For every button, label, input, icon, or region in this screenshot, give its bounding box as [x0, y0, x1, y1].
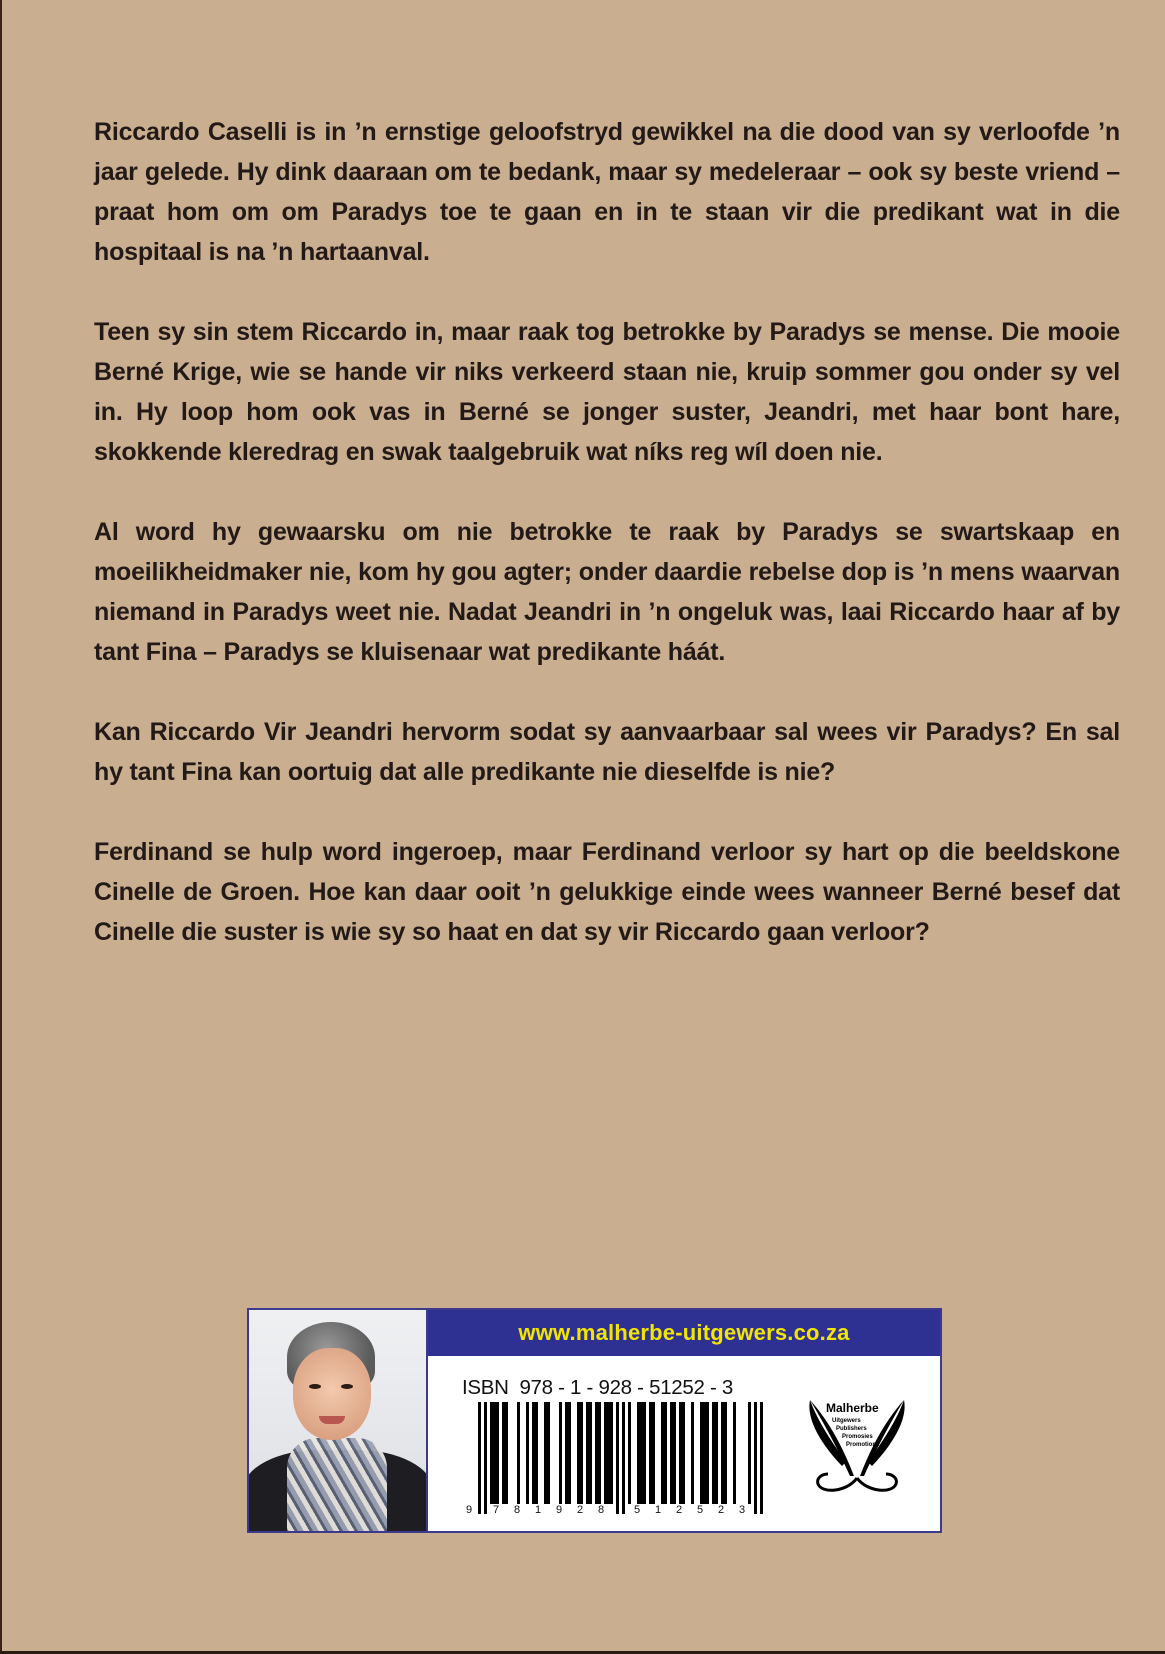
- logo-line-1: Uitgewers: [832, 1418, 861, 1424]
- svg-text:7: 7: [493, 1504, 500, 1514]
- blurb-paragraph-1: Riccardo Caselli is in ’n ernstige geloofstryd gewikkel na die dood van sy verloofde ’n jaar gelede. Hy dink daaraan om te bedank, maar sy medeleraar – ook sy beste vriend – praat hom om om Paradys toe te gaan en in te staan vir die predikant wat in die hospitaal is na ’n hartaanval.: [94, 118, 1120, 266]
- blurb-paragraph-3: Al word hy gewaarsku om nie betrokke te raak by Paradys se swartskaap en moeilikheidmaker nie, kom hy gou agter; onder daardie rebelse dop is ’n mens waarvan niemand in Paradys weet nie. Nadat Jeandri in ’n ongeluk was, laai Riccardo haar af by tant Fina – Paradys se kluisenaar wat predikante háát.: [94, 518, 1120, 666]
- svg-text:5: 5: [697, 1504, 704, 1514]
- barcode-icon: [466, 1402, 768, 1514]
- malherbe-logo: [792, 1390, 922, 1502]
- svg-text:2: 2: [577, 1504, 584, 1514]
- blurb-paragraph-5: Ferdinand se hulp word ingeroep, maar Ferdinand verloor sy hart op die beeldskone Cinelle de Groen. Hoe kan daar ooit ’n gelukkige einde wees wanneer Berné besef dat Cinelle die suster is wie sy so haat en dat sy vir Riccardo gaan verloor?: [94, 838, 1120, 946]
- isbn-label: ISBN 978 - 1 - 928 - 51252 - 3: [462, 1376, 734, 1399]
- isbn-barcode: [466, 1402, 768, 1514]
- svg-text:9: 9: [556, 1504, 563, 1514]
- svg-text:5: 5: [634, 1504, 641, 1514]
- logo-line-2: Publishers: [836, 1426, 867, 1432]
- blurb-paragraph-2: Teen sy sin stem Riccardo in, maar raak tog betrokke by Paradys se mense. Die mooie Berné Krige, wie se hande vir niks verkeerd staan nie, kruip sommer gou onder sy vel in. Hy loop hom ook vas in Berné se jonger suster, Jeandri, met haar bont hare, skokkende kleredrag en swak taalgebruik wat níks reg wíl doen nie.: [94, 318, 1120, 466]
- svg-text:8: 8: [514, 1504, 521, 1514]
- svg-text:1: 1: [535, 1504, 542, 1514]
- author-photo-eye: [309, 1384, 321, 1389]
- logo-line-4: Promotions: [846, 1442, 880, 1448]
- page-left-edge: [0, 0, 2, 1654]
- author-photo: [249, 1310, 428, 1531]
- svg-text:3: 3: [739, 1504, 746, 1514]
- publisher-panel: [247, 1308, 942, 1533]
- back-cover-blurb: [94, 112, 1120, 992]
- svg-text:2: 2: [676, 1504, 683, 1514]
- logo-line-3: Promosies: [842, 1434, 873, 1440]
- svg-text:8: 8: [598, 1504, 605, 1514]
- publisher-url[interactable]: www.malherbe-uitgewers.co.za: [428, 1310, 940, 1356]
- author-photo-eye: [341, 1384, 353, 1389]
- svg-text:1: 1: [655, 1504, 662, 1514]
- quill-feathers-icon: [792, 1390, 922, 1502]
- svg-text:2: 2: [718, 1504, 725, 1514]
- author-photo-face: [293, 1348, 371, 1440]
- logo-name: Malherbe: [826, 1401, 879, 1415]
- svg-text:9: 9: [466, 1504, 473, 1514]
- author-photo-scarf: [287, 1438, 387, 1531]
- author-photo-mouth: [319, 1416, 345, 1424]
- blurb-paragraph-4: Kan Riccardo Vir Jeandri hervorm sodat sy aanvaarbaar sal wees vir Paradys? En sal hy tant Fina kan oortuig dat alle predikante nie dieselfde is nie?: [94, 718, 1120, 786]
